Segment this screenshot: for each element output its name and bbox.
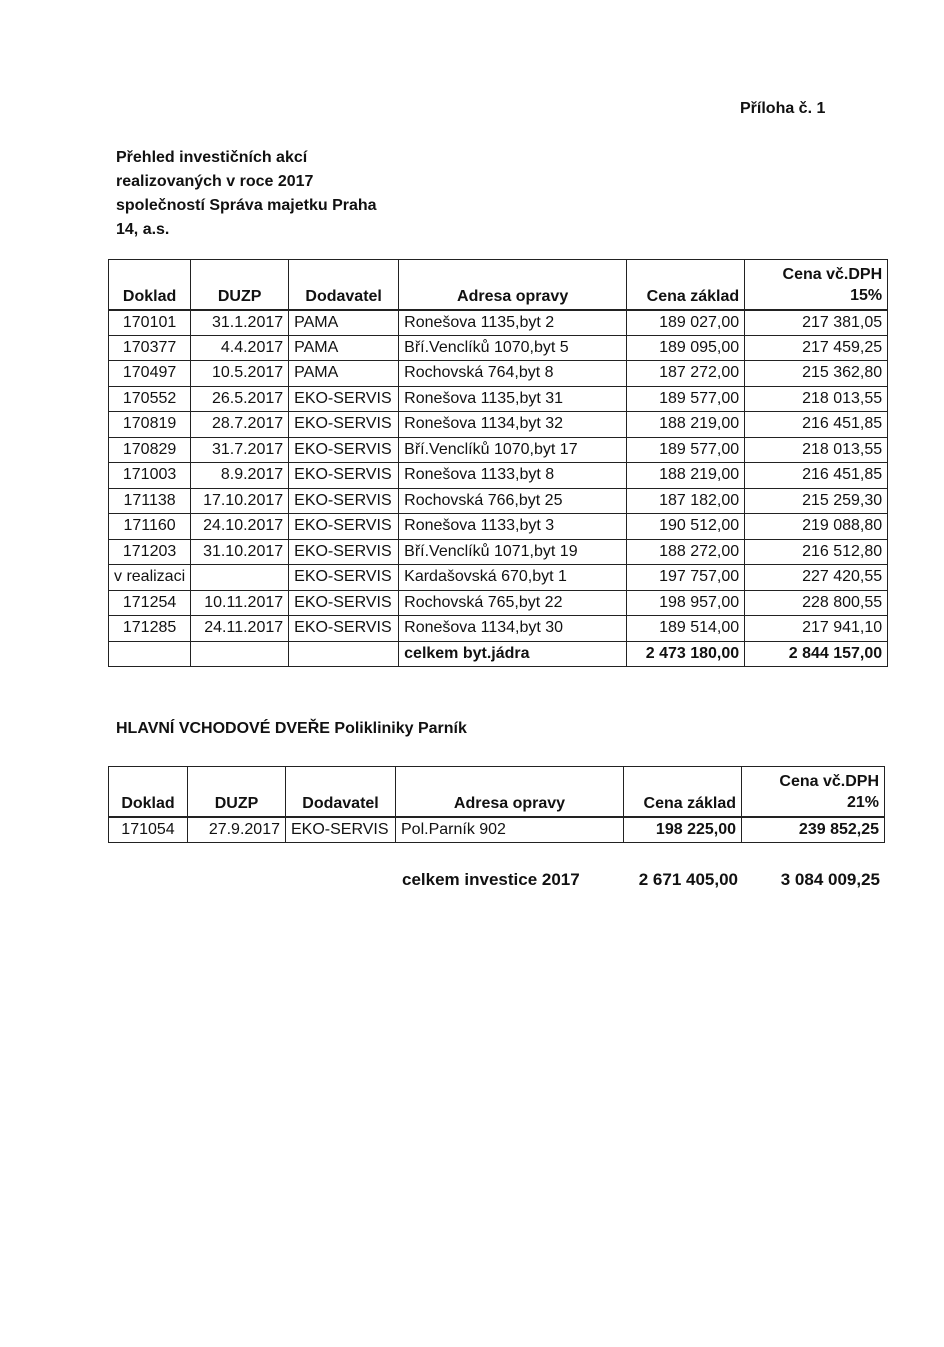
header-cena-dph-rate: 21% bbox=[846, 793, 879, 811]
table-row bbox=[109, 488, 888, 514]
table-row bbox=[109, 514, 888, 540]
cell-cena-zaklad: 198 957,00 bbox=[627, 590, 745, 616]
table-row bbox=[109, 412, 888, 438]
cell-adresa: Kardašovská 670,byt 1 bbox=[399, 565, 627, 591]
cell-empty bbox=[109, 641, 191, 667]
cell-duzp: 17.10.2017 bbox=[191, 488, 289, 514]
cell-cena-dph: 228 800,55 bbox=[745, 590, 888, 616]
cell-duzp: 24.10.2017 bbox=[191, 514, 289, 540]
header-adresa: Adresa opravy bbox=[396, 767, 624, 817]
cell-cena-dph: 218 013,55 bbox=[745, 437, 888, 463]
grand-total-base-price: 2 671 405,00 bbox=[638, 870, 738, 889]
table-row bbox=[109, 590, 888, 616]
cell-cena-dph: 215 259,30 bbox=[745, 488, 888, 514]
attachment-label: Příloha č. 1 bbox=[740, 100, 826, 117]
cell-cena-zaklad: 189 514,00 bbox=[627, 616, 745, 642]
cell-duzp: 10.5.2017 bbox=[191, 361, 289, 387]
title-line: společností Správa majetku Praha bbox=[116, 197, 377, 214]
cell-doklad: 171254 bbox=[109, 590, 191, 616]
header-doklad: Doklad bbox=[109, 260, 191, 310]
cell-dodavatel: EKO-SERVIS bbox=[289, 488, 399, 514]
grand-total-price-with-vat: 3 084 009,25 bbox=[780, 870, 880, 889]
cell-doklad: v realizaci bbox=[109, 565, 191, 591]
cell-adresa: Bří.Venclíků 1070,byt 17 bbox=[399, 437, 627, 463]
cell-doklad: 171285 bbox=[109, 616, 191, 642]
cell-adresa: Ronešova 1135,byt 31 bbox=[399, 386, 627, 412]
total-cena-dph: 2 844 157,00 bbox=[745, 641, 888, 667]
cell-duzp: 10.11.2017 bbox=[191, 590, 289, 616]
cell-cena-zaklad: 188 219,00 bbox=[627, 412, 745, 438]
cell-dodavatel: EKO-SERVIS bbox=[289, 386, 399, 412]
cell-doklad: 170101 bbox=[109, 310, 191, 336]
cell-dodavatel: PAMA bbox=[289, 335, 399, 361]
table-body bbox=[109, 310, 888, 667]
header-cena-dph-rate: 15% bbox=[850, 286, 883, 304]
cell-doklad: 171054 bbox=[109, 817, 188, 843]
cell-cena-zaklad: 197 757,00 bbox=[627, 565, 745, 591]
cell-cena-dph: 239 852,25 bbox=[742, 817, 885, 843]
cell-doklad: 171003 bbox=[109, 463, 191, 489]
title-line: 14, a.s. bbox=[116, 221, 170, 238]
cell-dodavatel: EKO-SERVIS bbox=[289, 539, 399, 565]
cell-cena-zaklad: 198 225,00 bbox=[624, 817, 742, 843]
table-row bbox=[109, 310, 888, 336]
investment-table bbox=[108, 259, 888, 667]
cell-adresa: Rochovská 765,byt 22 bbox=[399, 590, 627, 616]
cell-dodavatel: EKO-SERVIS bbox=[289, 412, 399, 438]
cell-cena-dph: 216 451,85 bbox=[745, 463, 888, 489]
cell-duzp: 31.1.2017 bbox=[191, 310, 289, 336]
cell-cena-zaklad: 188 272,00 bbox=[627, 539, 745, 565]
table-header-row bbox=[109, 260, 888, 310]
header-cena-dph-label: Cena vč.DPH bbox=[779, 772, 879, 790]
cell-dodavatel: EKO-SERVIS bbox=[289, 437, 399, 463]
header-adresa: Adresa opravy bbox=[399, 260, 627, 310]
cell-cena-zaklad: 189 027,00 bbox=[627, 310, 745, 336]
cell-cena-zaklad: 188 219,00 bbox=[627, 463, 745, 489]
total-label: celkem byt.jádra bbox=[399, 641, 627, 667]
cell-empty bbox=[289, 641, 399, 667]
header-dodavatel: Dodavatel bbox=[289, 260, 399, 310]
cell-adresa: Rochovská 764,byt 8 bbox=[399, 361, 627, 387]
document-title bbox=[116, 146, 386, 242]
cell-cena-dph: 215 362,80 bbox=[745, 361, 888, 387]
header-doklad: Doklad bbox=[109, 767, 188, 817]
cell-duzp: 28.7.2017 bbox=[191, 412, 289, 438]
cell-cena-dph: 216 451,85 bbox=[745, 412, 888, 438]
cell-adresa: Bří.Venclíků 1071,byt 19 bbox=[399, 539, 627, 565]
cell-adresa: Ronešova 1133,byt 3 bbox=[399, 514, 627, 540]
section-heading: HLAVNÍ VCHODOVÉ DVEŘE Polikliniky Parník bbox=[116, 720, 467, 737]
cell-duzp: 31.10.2017 bbox=[191, 539, 289, 565]
cell-cena-dph: 219 088,80 bbox=[745, 514, 888, 540]
entrance-door-table bbox=[108, 766, 885, 843]
cell-empty bbox=[191, 641, 289, 667]
cell-adresa: Bří.Venclíků 1070,byt 5 bbox=[399, 335, 627, 361]
cell-adresa: Ronešova 1135,byt 2 bbox=[399, 310, 627, 336]
cell-dodavatel: EKO-SERVIS bbox=[289, 565, 399, 591]
cell-duzp: 4.4.2017 bbox=[191, 335, 289, 361]
header-duzp: DUZP bbox=[188, 767, 286, 817]
header-cena-dph bbox=[742, 767, 885, 817]
cell-cena-zaklad: 189 577,00 bbox=[627, 437, 745, 463]
cell-doklad: 171203 bbox=[109, 539, 191, 565]
table-row bbox=[109, 361, 888, 387]
table-total-row bbox=[109, 641, 888, 667]
table-row bbox=[109, 437, 888, 463]
cell-cena-dph: 218 013,55 bbox=[745, 386, 888, 412]
cell-dodavatel: PAMA bbox=[289, 310, 399, 336]
table-row bbox=[109, 616, 888, 642]
cell-duzp: 8.9.2017 bbox=[191, 463, 289, 489]
table-row bbox=[109, 386, 888, 412]
cell-duzp: 27.9.2017 bbox=[188, 817, 286, 843]
cell-cena-dph: 227 420,55 bbox=[745, 565, 888, 591]
cell-dodavatel: EKO-SERVIS bbox=[286, 817, 396, 843]
header-cena-dph bbox=[745, 260, 888, 310]
table-row bbox=[109, 539, 888, 565]
cell-cena-zaklad: 189 095,00 bbox=[627, 335, 745, 361]
cell-duzp: 31.7.2017 bbox=[191, 437, 289, 463]
cell-adresa: Ronešova 1134,byt 30 bbox=[399, 616, 627, 642]
table-header-row bbox=[109, 767, 885, 817]
cell-dodavatel: EKO-SERVIS bbox=[289, 590, 399, 616]
cell-doklad: 171138 bbox=[109, 488, 191, 514]
grand-total-label: celkem investice 2017 bbox=[402, 870, 580, 889]
cell-adresa: Ronešova 1133,byt 8 bbox=[399, 463, 627, 489]
table-row bbox=[109, 817, 885, 843]
header-dodavatel: Dodavatel bbox=[286, 767, 396, 817]
cell-dodavatel: EKO-SERVIS bbox=[289, 463, 399, 489]
cell-dodavatel: EKO-SERVIS bbox=[289, 616, 399, 642]
cell-doklad: 170819 bbox=[109, 412, 191, 438]
cell-doklad: 170552 bbox=[109, 386, 191, 412]
total-cena-zaklad: 2 473 180,00 bbox=[627, 641, 745, 667]
cell-cena-zaklad: 187 182,00 bbox=[627, 488, 745, 514]
title-line: Přehled investičních akcí bbox=[116, 149, 308, 166]
cell-duzp bbox=[191, 565, 289, 591]
table-row bbox=[109, 565, 888, 591]
title-line: realizovaných v roce 2017 bbox=[116, 173, 314, 190]
header-cena-zaklad: Cena základ bbox=[624, 767, 742, 817]
cell-doklad: 170497 bbox=[109, 361, 191, 387]
header-duzp: DUZP bbox=[191, 260, 289, 310]
cell-doklad: 171160 bbox=[109, 514, 191, 540]
table-row bbox=[109, 335, 888, 361]
header-cena-zaklad: Cena základ bbox=[627, 260, 745, 310]
cell-adresa: Rochovská 766,byt 25 bbox=[399, 488, 627, 514]
cell-dodavatel: EKO-SERVIS bbox=[289, 514, 399, 540]
cell-cena-zaklad: 189 577,00 bbox=[627, 386, 745, 412]
cell-cena-zaklad: 190 512,00 bbox=[627, 514, 745, 540]
cell-doklad: 170829 bbox=[109, 437, 191, 463]
header-cena-dph-label: Cena vč.DPH bbox=[782, 265, 883, 283]
cell-duzp: 24.11.2017 bbox=[191, 616, 289, 642]
cell-cena-dph: 217 459,25 bbox=[745, 335, 888, 361]
cell-dodavatel: PAMA bbox=[289, 361, 399, 387]
cell-cena-dph: 217 941,10 bbox=[745, 616, 888, 642]
cell-cena-zaklad: 187 272,00 bbox=[627, 361, 745, 387]
cell-duzp: 26.5.2017 bbox=[191, 386, 289, 412]
cell-cena-dph: 217 381,05 bbox=[745, 310, 888, 336]
table-row bbox=[109, 463, 888, 489]
cell-adresa: Pol.Parník 902 bbox=[396, 817, 624, 843]
cell-adresa: Ronešova 1134,byt 32 bbox=[399, 412, 627, 438]
cell-doklad: 170377 bbox=[109, 335, 191, 361]
cell-cena-dph: 216 512,80 bbox=[745, 539, 888, 565]
